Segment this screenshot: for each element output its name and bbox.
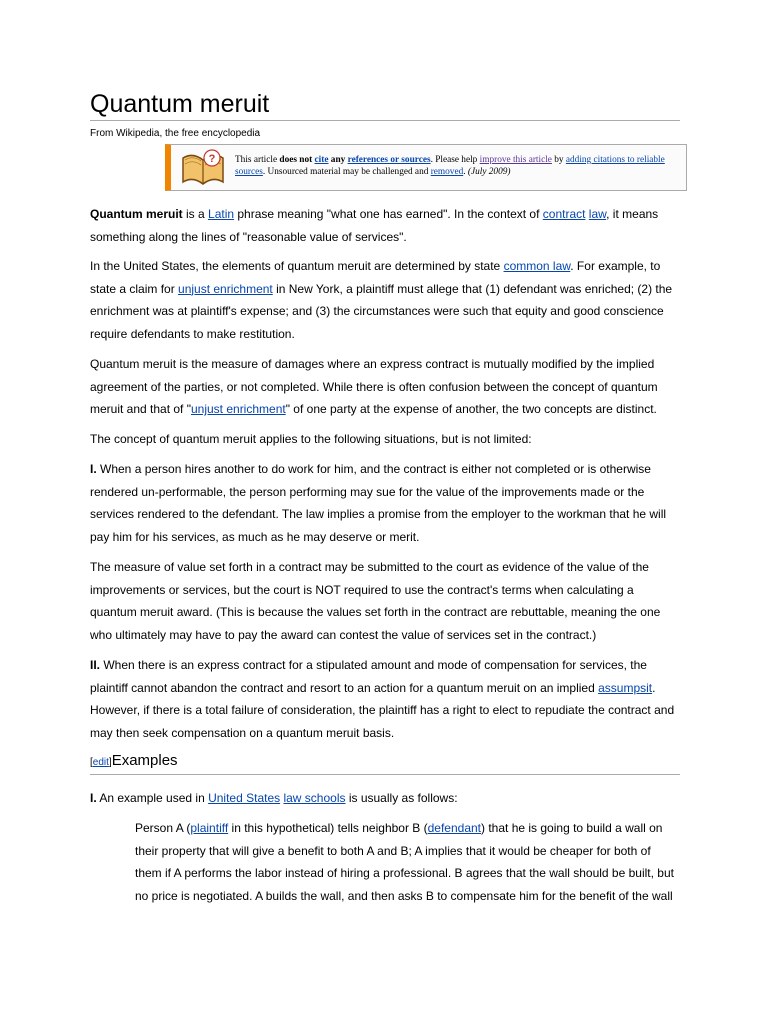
- defendant-link[interactable]: defendant: [427, 821, 482, 835]
- plaintiff-link[interactable]: plaintiff: [190, 821, 229, 835]
- notice-text-part: This article: [235, 155, 280, 165]
- notice-text-part: . Unsourced material may be challenged and: [262, 166, 431, 177]
- notice-date: (July 2009): [467, 166, 511, 177]
- svg-text:?: ?: [208, 153, 216, 165]
- improve-article-link[interactable]: improve this article: [479, 155, 552, 165]
- text: in New York, a plaintiff must allege that (1) defendant was enriched; (2) the enrichment was at plaintiff's expense; and (3) the circumstances were such that equity and good conscience require defendants to make restitution.: [90, 281, 673, 341]
- book-question-icon: [179, 148, 227, 188]
- measure-paragraph: [90, 353, 680, 421]
- cite-link[interactable]: cite: [314, 155, 329, 165]
- text: " of one party at the expense of another, the two concepts are distinct.: [285, 402, 657, 416]
- site-tagline: From Wikipedia, the free encyclopedia: [90, 128, 261, 139]
- adding-citations-link[interactable]: adding citations to reliable sources: [235, 155, 665, 177]
- text: , it means something along the lines of "reasonable value of services".: [90, 207, 659, 244]
- text: is a: [182, 207, 209, 221]
- intro-paragraph: [90, 203, 680, 248]
- text: . However, if there is a total failure of consideration, the plaintiff has a right to elect to repudiate the contract and may then seek compensation on a quantum meruit basis.: [90, 680, 675, 740]
- text: in this hypothetical) tells neighbor B (: [228, 821, 428, 835]
- notice-text-part: . Please help: [430, 155, 480, 165]
- law-schools-link[interactable]: law schools: [283, 791, 346, 805]
- removed-link[interactable]: removed: [430, 166, 464, 177]
- bracket: ]: [108, 757, 112, 768]
- value-paragraph: The measure of value set forth in a contract may be submitted to the court as evidence of the value of the improvements or services, but the court is NOT required to use the contract's terms when calculating a quantum meruit award. (This is because the values set forth in the contract are rebuttable, meaning the one who ultimately may have to pay the award can contest the value of services set in the contract.): [90, 560, 661, 642]
- latin-link[interactable]: Latin: [208, 207, 235, 221]
- notice-bold-text: does not: [279, 155, 315, 165]
- concept-paragraph: The concept of quantum meruit applies to the following situations, but is not limited:: [90, 432, 532, 446]
- unjust-enrichment-link[interactable]: unjust enrichment: [178, 281, 273, 296]
- text: Quantum meruit is the measure of damages where an express contract is mutually modified by the implied agreement of the parties, or not completed. While there is often confusion between the concept of quantum meruit and that of ": [90, 357, 658, 416]
- united-states-link[interactable]: United States: [208, 791, 281, 805]
- example-blockquote: [135, 817, 675, 907]
- law-link[interactable]: law: [588, 207, 607, 221]
- contract-link[interactable]: contract: [542, 207, 586, 221]
- notice-text: [235, 155, 685, 178]
- example-intro-paragraph: [90, 787, 680, 810]
- section-title: Examples: [111, 752, 178, 769]
- assumpsit-link[interactable]: assumpsit: [598, 680, 653, 695]
- situation-one-paragraph: [90, 458, 680, 548]
- unreferenced-notice: [165, 144, 687, 191]
- unjust-enrichment-link[interactable]: unjust enrichment: [190, 402, 286, 416]
- text: When a person hires another to do work for him, and the contract is either not completed or is otherwise rendered un-performable, the person performing may sue for the value of the improvements made or the services rendered to the defendant. The law implies a promise from the employer to the workman that he will pay him for his services, as much as he may deserve or merit.: [90, 462, 667, 544]
- page-title: Quantum meruit: [90, 89, 680, 121]
- text: Person A (: [135, 821, 191, 835]
- notice-text-part: .: [463, 166, 468, 177]
- roman-numeral: I.: [90, 791, 97, 805]
- notice-text-part: by: [551, 155, 566, 165]
- notice-bold-text: any: [328, 155, 348, 165]
- text: phrase meaning "what one has earned". In the context of: [234, 207, 543, 221]
- term-bold: Quantum meruit: [90, 207, 183, 221]
- text: ) that he is going to build a wall on their property that will give a benefit to both A and B; A implies that it would be cheaper for both of them if A performs the labor instead of hiring a professional. B agrees that the wall should be built, but no price is negotiated. A builds the wall, and then asks B to compensate him for the benefit of the wall: [135, 821, 674, 903]
- edit-section-link[interactable]: edit: [92, 757, 109, 768]
- us-elements-paragraph: [90, 255, 680, 345]
- text: An example used in: [96, 791, 209, 805]
- common-law-link[interactable]: common law: [503, 259, 571, 273]
- bracket: [: [90, 757, 93, 768]
- references-link[interactable]: references or sources: [347, 155, 431, 165]
- roman-numeral: II.: [90, 658, 101, 672]
- text: In the United States, the elements of quantum meruit are determined by state: [90, 259, 504, 273]
- text: . For example, to state a claim for: [90, 259, 661, 296]
- situation-two-paragraph: [90, 654, 680, 744]
- text: is usually as follows:: [345, 791, 458, 805]
- text: When there is an express contract for a stipulated amount and mode of compensation for services, the plaintiff cannot abandon the contract and resort to an action for a quantum meruit on an implied: [90, 658, 647, 695]
- examples-heading: [90, 752, 680, 775]
- roman-numeral: I.: [90, 462, 97, 476]
